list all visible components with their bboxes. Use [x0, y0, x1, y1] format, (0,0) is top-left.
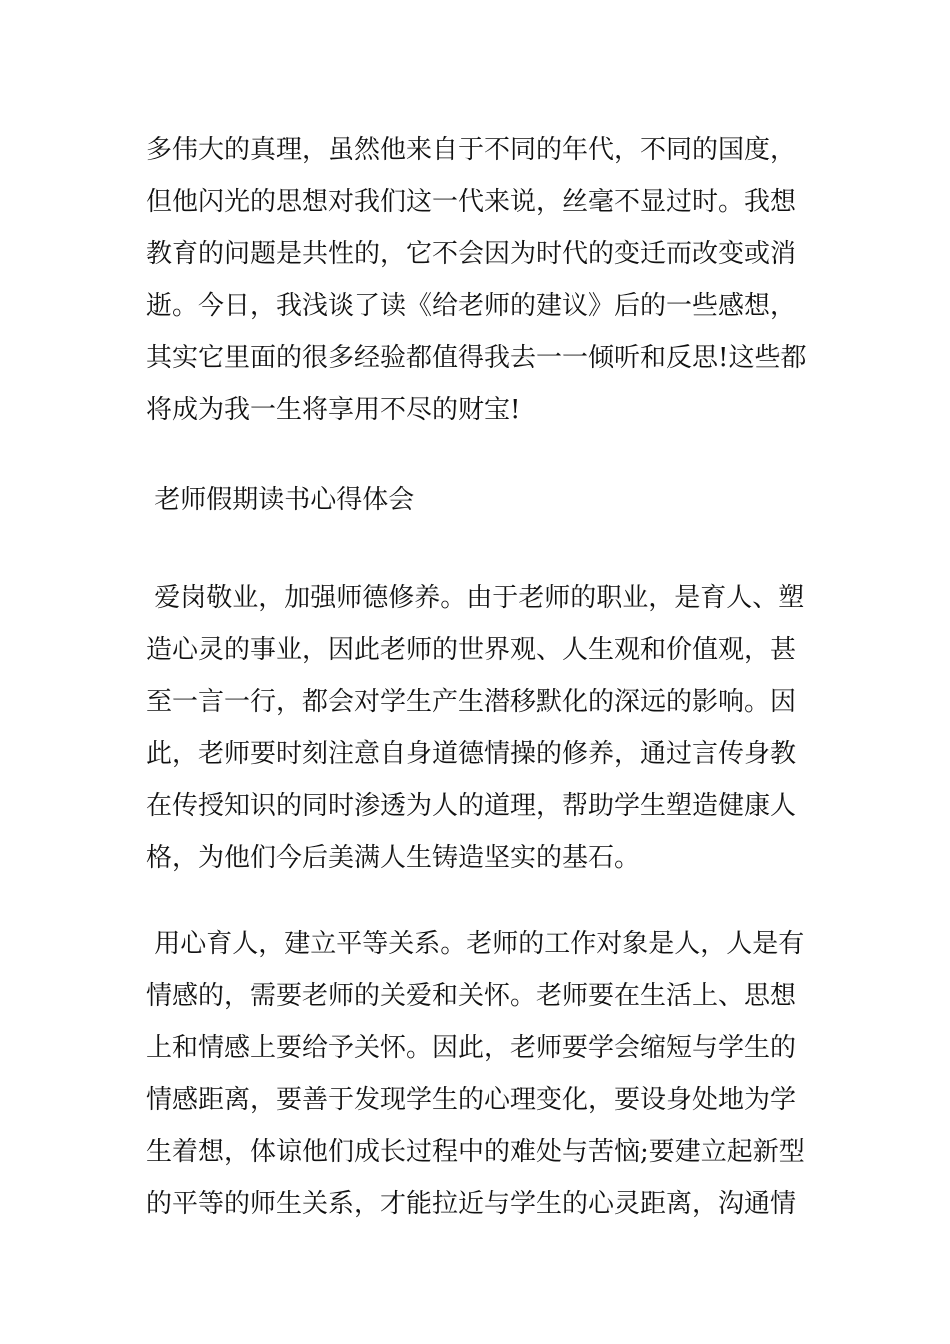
- paragraph-line: 逝。今日，我浅谈了读《给老师的建议》后的一些感想，: [146, 291, 797, 321]
- section-heading: 老师假期读书心得体会: [146, 485, 415, 515]
- paragraph-line: 其实它里面的很多经验都值得我去一一倾听和反思!这些都: [146, 343, 807, 373]
- paragraph-line: 造心灵的事业，因此老师的世界观、人生观和价值观，甚: [146, 635, 797, 665]
- paragraph-line: 教育的问题是共性的，它不会因为时代的变迁而改变或消: [146, 239, 797, 269]
- paragraph-line: 但他闪光的思想对我们这一代来说，丝毫不显过时。我想: [146, 187, 797, 217]
- paragraph-line: 将成为我一生将享用不尽的财宝!: [146, 395, 521, 425]
- paragraph-line: 生着想，体谅他们成长过程中的难处与苦恼;要建立起新型: [146, 1137, 805, 1167]
- paragraph-line: 至一言一行，都会对学生产生潜移默化的深远的影响。因: [146, 687, 797, 717]
- paragraph-line: 的平等的师生关系，才能拉近与学生的心灵距离，沟通情: [146, 1189, 797, 1219]
- paragraph-continuation: [146, 124, 816, 436]
- paragraph-line: 格，为他们今后美满人生铸造坚实的基石。: [146, 843, 641, 873]
- paragraph-line: 情感距离，要善于发现学生的心理变化，要设身处地为学: [146, 1085, 797, 1115]
- paragraph-equality: [146, 918, 816, 1230]
- paragraph-line: 爱岗敬业，加强师德修养。由于老师的职业，是育人、塑: [146, 583, 805, 613]
- section-heading-block: [146, 474, 816, 526]
- paragraph-line: 上和情感上要给予关怀。因此，老师要学会缩短与学生的: [146, 1033, 797, 1063]
- paragraph-line: 多伟大的真理，虽然他来自于不同的年代，不同的国度，: [146, 135, 797, 165]
- paragraph-line: 在传授知识的同时渗透为人的道理，帮助学生塑造健康人: [146, 791, 797, 821]
- paragraph-dedication: [146, 572, 816, 884]
- paragraph-line: 情感的，需要老师的关爱和关怀。老师要在生活上、思想: [146, 981, 797, 1011]
- paragraph-line: 此，老师要时刻注意自身道德情操的修养，通过言传身教: [146, 739, 797, 769]
- paragraph-line: 用心育人，建立平等关系。老师的工作对象是人，人是有: [146, 929, 805, 959]
